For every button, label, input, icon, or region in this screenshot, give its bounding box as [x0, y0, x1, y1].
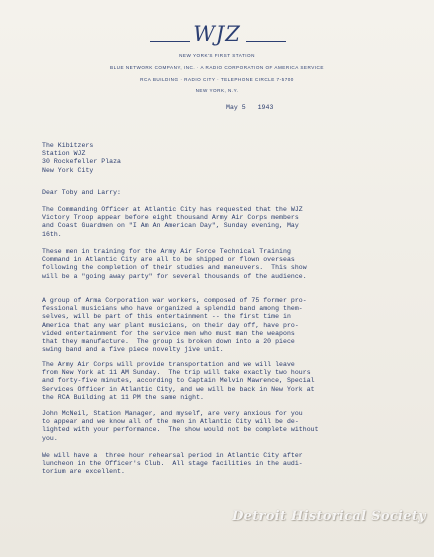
text-line: A group of Arma Corporation war workers, composed of 75 former pro- [42, 297, 307, 304]
recipient-address [42, 142, 121, 175]
letterhead-city: NEW YORK, N.Y. [195, 88, 239, 93]
text-line: you. [42, 434, 58, 442]
paragraph-4 [42, 361, 315, 402]
text-line: John McNeil, Station Manager, and myself, are very anxious for you [42, 410, 303, 417]
text-line: The Commanding Officer at Atlantic City has requested that the WJZ [42, 206, 303, 213]
address-line: The Kibitzers [42, 142, 94, 149]
text-line: Services Officer in Atlantic City, and we will be back in New York at [42, 385, 315, 393]
text-line: that they manufacture. The group is broken down into a 20 piece [42, 338, 295, 346]
logo-rule-left [150, 41, 190, 42]
text-line: from New York at 11 AM Sunday. The trip will take exactly two hours [42, 369, 311, 377]
text-line: fessional musicians who have organized a splendid band among them- [42, 305, 303, 313]
text-line: torium are excellent. [42, 468, 125, 476]
address-line: 30 Rockefeller Plaza [42, 158, 122, 166]
wjz-logo: WJZ [193, 22, 241, 46]
text-line: to appear and we know all of the men in Atlantic City will be de- [42, 418, 299, 426]
address-line: New York City [42, 166, 94, 174]
text-line: selves, will be part of this entertainment -- the first time in [42, 313, 291, 321]
text-line: The Army Air Corps will provide transportation and we will leave [42, 361, 295, 368]
text-line: lighted with your performance. The show would not be complete without [42, 426, 319, 434]
letterhead-company: BLUE NETWORK COMPANY, INC. · A RADIO CORPORATION OF AMERICA SERVICE [110, 65, 324, 70]
text-line: luncheon in the Officer's Club. All stage facilities in the audi- [42, 460, 303, 468]
watermark: Detroit Historical Society [232, 509, 426, 524]
text-line: swing band and a five piece novelty jive unit. [42, 346, 224, 354]
text-line: Command in Atlantic City are all to be shipped or flown overseas [42, 256, 295, 264]
text-line: following the completion of their studies and maneuvers. This show [42, 264, 307, 272]
paragraph-6 [42, 452, 303, 477]
paragraph-5 [42, 410, 319, 443]
text-line: will be a "going away party" for several thousands of the audience. [42, 272, 307, 280]
paragraph-2 [42, 248, 307, 281]
letterhead-building: RCA BUILDING · RADIO CITY · TELEPHONE CIRCLE 7-5700 [140, 77, 294, 82]
paragraph-3 [42, 297, 307, 354]
text-line: Victory Troop appear before eight thousand Army Air Corps members [42, 214, 299, 222]
letter-date: May 5 1943 [226, 104, 274, 111]
address-line: Station WJZ [42, 150, 86, 158]
salutation: Dear Toby and Larry: [42, 189, 122, 196]
text-line: vided entertainment for the service men who must man the weapons [42, 329, 295, 337]
logo-rule-right [246, 41, 286, 42]
text-line: We will have a three hour rehearsal period in Atlantic City after [42, 452, 303, 459]
text-line: and forty-five minutes, according to Captain Melvin Mawrence, Special [42, 377, 315, 385]
text-line: the RCA Building at 11 PM the same night. [42, 393, 204, 401]
letterhead-tagline: NEW YORK'S FIRST STATION [179, 53, 255, 58]
text-line: These men in training for the Army Air Force Technical Training [42, 248, 291, 255]
text-line: 16th. [42, 230, 62, 238]
text-line: and Coast Guardmen on "I Am An American Day", Sunday evening, May [42, 222, 299, 230]
paragraph-1 [42, 206, 303, 239]
text-line: America that any war plant musicians, on their day off, have pro- [42, 321, 299, 329]
